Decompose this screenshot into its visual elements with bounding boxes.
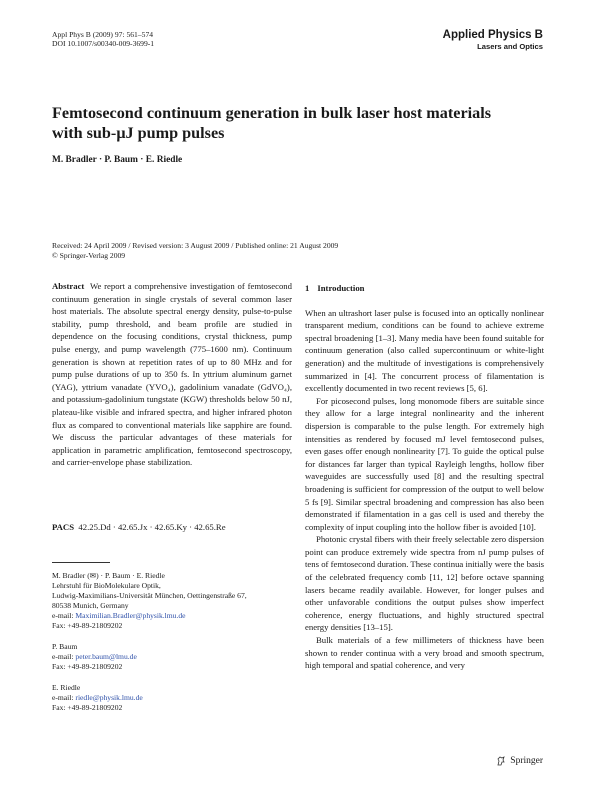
affiliation-dept: Lehrstuhl für BioMolekulare Optik, <box>52 581 161 590</box>
section-heading <box>305 282 544 295</box>
author-list: M. Bradler · P. Baum · E. Riedle <box>52 155 183 165</box>
article-title: Femtosecond continuum generation in bulk laser host materials with sub-μJ pump pulses <box>52 104 492 142</box>
abstract-block <box>52 280 292 469</box>
email-link-bradler[interactable]: Maximilian.Bradler@physik.lmu.de <box>75 611 186 620</box>
abstract-heading: Abstract <box>52 281 85 291</box>
abstract-text: We report a comprehensive investigation of femtosecond continuum generation in single crystals of several common laser host materials. The absolute spectral energy density, pulse-to-pulse stability, pump threshold, and beam profile are studied in dependence on the focusing conditions, crystal thickness, pump pulse energy, and pump wavelength (775–1600 nm). Continuum generation is shown at repetition rates of up to 80 MHz and for pump pulse durations of up to 350 fs. In yttrium aluminum garnet (YAG), yttrium vanadate (YVO₄), gadolinium vanadate (GdVO₄), and potassium-gadolinium tungstate (KGW) thresholds below 50 nJ, plateau-like visible and infrared spectra, and higher infrared photon flux as compared to conventional materials like sapphire are found. We discuss the particular advantages of these materials for application in parametric amplification, femtosecond spectroscopy, and carrier-envelope phase stabilization. <box>52 281 292 468</box>
pacs-codes: 42.25.Dd · 42.65.Jx · 42.65.Ky · 42.65.Re <box>78 522 226 532</box>
section-title: Introduction <box>317 283 365 293</box>
affiliation-name: E. Riedle <box>52 683 81 692</box>
paragraph: When an ultrashort laser pulse is focused into an optically nonlinear transparent medium, conditions can be found to achieve extreme spectral broadening [1–3]. Many media have been found suitable for continuum generation (also called supercontinuum or white-light generation) and the multitude of investigations is comprehensively summarized in [4]. The concurrent process of filamentation is excellently documented in two recent reviews [5, 6]. <box>305 307 544 394</box>
citation-line: Appl Phys B (2009) 97: 561–574 <box>52 30 154 39</box>
email-link-baum[interactable]: peter.baum@lmu.de <box>75 652 137 661</box>
email-link-riedle[interactable]: riedle@physik.lmu.de <box>75 693 143 702</box>
publisher-name: Springer <box>510 756 543 766</box>
email-label: e-mail: <box>52 693 74 702</box>
publisher-footer <box>496 756 543 766</box>
affiliation-authors: M. Bradler (✉) · P. Baum · E. Riedle <box>52 571 165 580</box>
affiliation-bradler <box>52 571 292 631</box>
paragraph: Photonic crystal fibers with their freely selectable zero dispersion point can produce extremely wide spectra from nJ pump pulses of tens of femtosecond duration. These continua initially were the basis of the celebrated frequency comb [11, 12] before octave spanning lasers became readily available. However, for longer pulses and other unfavorable conditions the output pulses show imperfect coherence, energy fluctuations, and highly structured spectral energy densities [13–15]. <box>305 534 544 633</box>
footnote-rule <box>52 562 110 563</box>
doi-line: DOI 10.1007/s00340-009-3699-1 <box>52 39 155 49</box>
pacs-block <box>52 522 226 532</box>
fax-line: Fax: +49-89-21809202 <box>52 621 123 630</box>
affiliation-name: P. Baum <box>52 642 78 651</box>
journal-subtitle: Lasers and Optics <box>477 42 543 51</box>
section-number: 1 <box>305 283 310 293</box>
fax-line: Fax: +49-89-21809202 <box>52 703 123 712</box>
journal-name: Applied Physics B <box>442 29 543 41</box>
email-label: e-mail: <box>52 611 74 620</box>
affiliation-city: 80538 Munich, Germany <box>52 601 129 610</box>
pacs-heading: PACS <box>52 522 75 532</box>
publication-dates <box>52 241 338 262</box>
fax-line: Fax: +49-89-21809202 <box>52 662 123 671</box>
affiliation-riedle <box>52 683 292 713</box>
affiliation-baum <box>52 642 292 672</box>
paragraph: For picosecond pulses, long monomode fibers are suitable since they allow for a large integral nonlinearity and the inherent dispersion is comparable to the pulse length. For extremely high intensities as rendered by focused mJ level femtosecond pulses, even gases offer enough nonlinearity [7]. To guide the optical pulse for distances far larger than typical Rayleigh lengths, hollow fiber waveguides are successfully used [8] and the resulting spectral broadening is sufficient for compression of the output to well below 5 fs [9]. Similar spectral broadening and compression has also been demonstrated if filamentation in a gas cell is used and thereby the complexity of input coupling into the hollow fiber is avoided [10]. <box>305 395 544 532</box>
email-label: e-mail: <box>52 652 74 661</box>
paragraph: Bulk materials of a few millimeters of thickness have been shown to render continua with a very broad and smooth spectrum, high temporal and spatial coherence, and very <box>305 635 544 671</box>
journal-header <box>443 29 543 52</box>
springer-horse-icon <box>496 756 506 766</box>
introduction-section <box>305 282 544 672</box>
affiliation-univ: Ludwig-Maximilians-Universität München, Oettingenstraße 67, <box>52 591 247 600</box>
copyright-line: © Springer-Verlag 2009 <box>52 251 126 261</box>
citation-header <box>52 30 154 49</box>
history-line: Received: 24 April 2009 / Revised version: 3 August 2009 / Published online: 21 August 2009 <box>52 241 339 250</box>
